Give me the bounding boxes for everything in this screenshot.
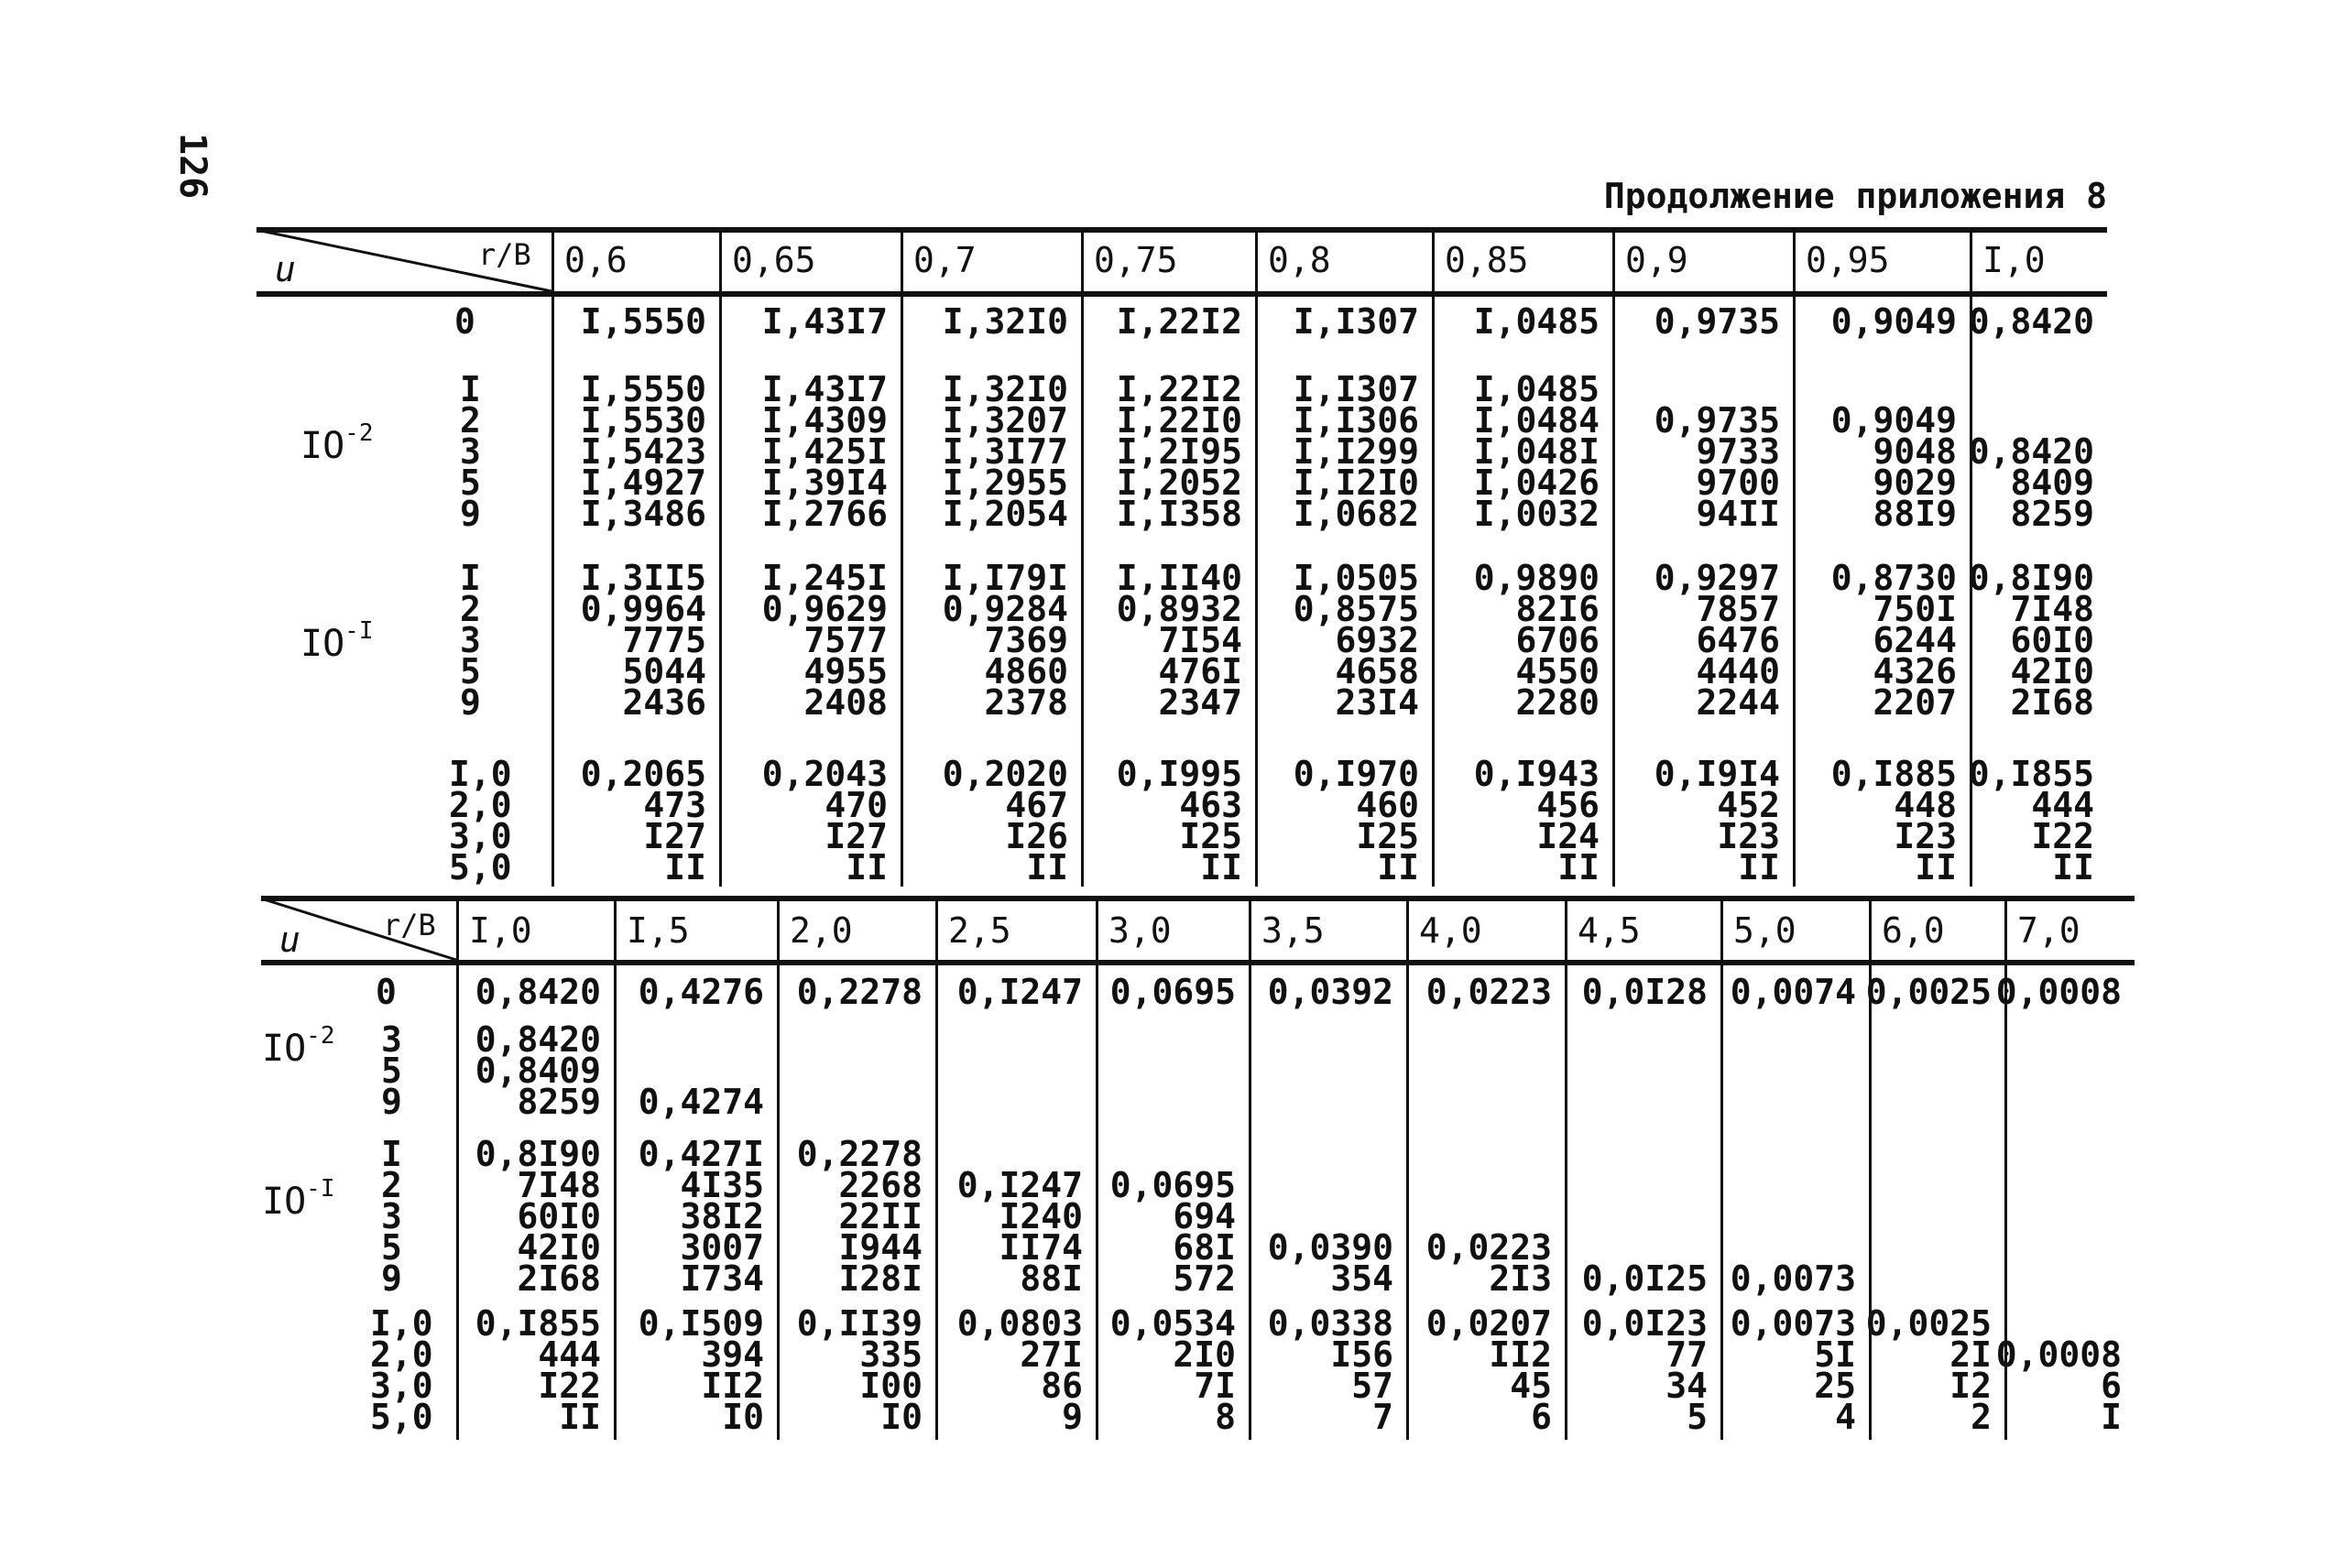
table-cell: 0,8420 <box>1968 301 2094 342</box>
table-cell: 9048 <box>1873 431 1957 472</box>
table-cell: I,048I <box>1473 431 1600 472</box>
table-cell: I,0032 <box>1473 494 1600 534</box>
table-cell: I,22I2 <box>1116 301 1242 342</box>
table-cell: I,0485 <box>1473 301 1600 342</box>
table-cell: 0,2043 <box>761 754 888 794</box>
table-cell: I23 <box>1894 816 1957 856</box>
table-cell: 354 <box>1330 1258 1393 1299</box>
row-label: I,0 <box>449 754 512 794</box>
table-cell: 0,0073 <box>1730 1258 1856 1299</box>
table-cell: 4440 <box>1696 651 1780 691</box>
table-cell: 0,8420 <box>475 1019 601 1060</box>
row-label: 5 <box>381 1227 402 1268</box>
table-cell: 2I68 <box>517 1258 601 1299</box>
table-cell: 2 <box>1971 1397 1992 1437</box>
corner-row-label: u <box>275 249 296 289</box>
row-label: 5 <box>460 651 481 691</box>
table-cell: I,II40 <box>1116 558 1242 598</box>
table-cell: I,5550 <box>580 301 706 342</box>
row-label: 5,0 <box>449 847 512 887</box>
table-cell: II <box>1026 847 1068 887</box>
table-cell: 68I <box>1173 1227 1236 1268</box>
column-header: 3,5 <box>1261 910 1325 951</box>
table-cell: 444 <box>2031 785 2094 825</box>
table-cell: I,5530 <box>580 400 706 441</box>
row-label: 9 <box>381 1258 402 1299</box>
table-cell: 3007 <box>680 1227 764 1268</box>
table-cell: I24 <box>1536 816 1600 856</box>
row-label: 2,0 <box>370 1334 433 1375</box>
table-cell: 0,I885 <box>1830 754 1957 794</box>
table-cell: I240 <box>999 1196 1083 1236</box>
table-cell: 0,2065 <box>580 754 706 794</box>
table-cell: 0,9735 <box>1654 301 1780 342</box>
table-cell: 82I6 <box>1515 589 1600 629</box>
table-cell: 0,8409 <box>475 1051 601 1091</box>
table-cell: 335 <box>859 1334 923 1375</box>
table-cell: 2347 <box>1158 682 1242 723</box>
table-cell: 0,8420 <box>1968 431 2094 472</box>
table-cell: 4860 <box>984 651 1068 691</box>
group-base: IO <box>300 623 345 665</box>
table-cell: 9 <box>1062 1397 1083 1437</box>
table-cell: 2I68 <box>2010 682 2094 723</box>
table-cell: 0,0008 <box>1995 1334 2122 1375</box>
table-cell: 9700 <box>1696 463 1780 503</box>
table-cell: 0,0207 <box>1425 1303 1552 1344</box>
table-cell: 2I3 <box>1489 1258 1552 1299</box>
table-cell: I,0484 <box>1473 400 1600 441</box>
table-cell: 0,0I23 <box>1581 1303 1708 1344</box>
table-cell: II <box>664 847 706 887</box>
table-cell: 94II <box>1696 494 1780 534</box>
table-cell: 0,0223 <box>1425 972 1552 1012</box>
table-cell: 2I <box>1949 1334 1992 1375</box>
table-cell: 463 <box>1179 785 1242 825</box>
table-cell: 0,0390 <box>1267 1227 1393 1268</box>
table-cell: I,425I <box>761 431 888 472</box>
table-cell: I00 <box>859 1366 923 1406</box>
table-cell: 9029 <box>1873 463 1957 503</box>
table-cell: 4I35 <box>680 1165 764 1205</box>
row-label: 0 <box>376 972 397 1012</box>
table-cell: II <box>1377 847 1419 887</box>
table-cell: 4 <box>1835 1397 1856 1437</box>
table-cell: 0,I247 <box>956 972 1083 1012</box>
table-cell: 42I0 <box>2010 651 2094 691</box>
table-cell: 460 <box>1356 785 1419 825</box>
table-cell: 750I <box>1873 589 1957 629</box>
table-cell: II <box>559 1397 601 1437</box>
table-cell: 0,0074 <box>1730 972 1856 1012</box>
table-cell: 45 <box>1510 1366 1552 1406</box>
table-cell: 572 <box>1173 1258 1236 1299</box>
table-cell: I,4309 <box>761 400 888 441</box>
table-cell: 2378 <box>984 682 1068 723</box>
row-label: 2,0 <box>449 785 512 825</box>
table-cell: 38I2 <box>680 1196 764 1236</box>
table-cell: 6476 <box>1696 620 1780 660</box>
table-cell: I,2054 <box>942 494 1068 534</box>
table-cell: 8259 <box>517 1082 601 1122</box>
table-cell: 7775 <box>622 620 706 660</box>
table-cell: II <box>1915 847 1957 887</box>
group-exponent: -I <box>344 617 374 645</box>
table-cell: 77 <box>1665 1334 1708 1375</box>
table-cell: 7369 <box>984 620 1068 660</box>
row-label: I,0 <box>370 1303 433 1344</box>
group-label <box>262 1022 335 1070</box>
table-cell: 6 <box>1531 1397 1552 1437</box>
row-label: 2 <box>460 589 481 629</box>
table-cell: I,5550 <box>580 369 706 409</box>
table-cell: 0,4274 <box>638 1082 764 1122</box>
table-cell: 8 <box>1215 1397 1236 1437</box>
table-cell: 2280 <box>1515 682 1600 723</box>
table-cell: 0,II39 <box>796 1303 923 1344</box>
corner-col-label: r/B <box>478 237 531 272</box>
table-cell: 0,0803 <box>956 1303 1083 1344</box>
table-cell: 0,0223 <box>1425 1227 1552 1268</box>
table-cell: 88I9 <box>1873 494 1957 534</box>
table-cell: 7I <box>1194 1366 1236 1406</box>
table-cell: I25 <box>1356 816 1419 856</box>
table-cell: I,0505 <box>1293 558 1419 598</box>
group-label <box>262 1175 335 1223</box>
group-exponent: -I <box>306 1175 335 1203</box>
column-header: 3,0 <box>1108 910 1172 951</box>
table-cell: I,245I <box>761 558 888 598</box>
table-cell: I26 <box>1005 816 1068 856</box>
column-header: 2,0 <box>790 910 853 951</box>
column-header: I,0 <box>469 910 532 951</box>
table-cell: 0,0073 <box>1730 1303 1856 1344</box>
table-cell: I22 <box>2031 816 2094 856</box>
table-cell: I,32I0 <box>942 301 1068 342</box>
table-cell: 57 <box>1351 1366 1393 1406</box>
table-cell: 0,8420 <box>475 972 601 1012</box>
column-header: I,5 <box>627 910 690 951</box>
table-cell: 467 <box>1005 785 1068 825</box>
table-cell: 27I <box>1020 1334 1083 1375</box>
table-cell: 0,8I90 <box>1968 558 2094 598</box>
table-cell: 0,I995 <box>1116 754 1242 794</box>
table-cell: I,43I7 <box>761 301 888 342</box>
table-cell: 22II <box>838 1196 923 1236</box>
column-header: 2,5 <box>948 910 1011 951</box>
table-cell: I,39I4 <box>761 463 888 503</box>
row-label: 3 <box>381 1196 402 1236</box>
column-header: 0,7 <box>913 240 977 280</box>
table-cell: 0,9890 <box>1473 558 1600 598</box>
table-cell: 452 <box>1717 785 1780 825</box>
row-label: I <box>381 1134 402 1174</box>
row-label: I <box>460 558 481 598</box>
column-header: I,0 <box>1982 240 2046 280</box>
table-cell: I944 <box>838 1227 923 1268</box>
table-cell: 7857 <box>1696 589 1780 629</box>
table-cell: 6244 <box>1873 620 1957 660</box>
group-exponent: -2 <box>306 1022 335 1050</box>
column-header: 6,0 <box>1882 910 1945 951</box>
table-cell: 0,2020 <box>942 754 1068 794</box>
table-cell: I0 <box>722 1397 764 1437</box>
table-cell: I0 <box>880 1397 923 1437</box>
table-cell: 0,0I25 <box>1581 1258 1708 1299</box>
table-cell: 0,2278 <box>796 972 923 1012</box>
group-base: IO <box>300 425 345 467</box>
table-cell: I,I307 <box>1293 301 1419 342</box>
table-cell: 25 <box>1814 1366 1856 1406</box>
table-cell: 0,8932 <box>1116 589 1242 629</box>
table-cell: II74 <box>999 1227 1083 1268</box>
table-cell: 394 <box>701 1334 764 1375</box>
table-cell: I,32I0 <box>942 369 1068 409</box>
column-header: 0,95 <box>1806 240 1890 280</box>
table-cell: 2408 <box>803 682 888 723</box>
table-cell: 0,8575 <box>1293 589 1419 629</box>
column-header: 0,65 <box>732 240 816 280</box>
table-cell: 0,8I90 <box>475 1134 601 1174</box>
table-cell: 4326 <box>1873 651 1957 691</box>
table-cell: 473 <box>643 785 706 825</box>
table-cell: I734 <box>680 1258 764 1299</box>
table-cell: I,I307 <box>1293 369 1419 409</box>
row-label: 5,0 <box>370 1397 433 1437</box>
table-cell: 0,9284 <box>942 589 1068 629</box>
table-cell: 2I0 <box>1173 1334 1236 1375</box>
table-cell: I,I358 <box>1116 494 1242 534</box>
row-label: 5 <box>460 463 481 503</box>
row-label: 2 <box>381 1165 402 1205</box>
table-cell: I,2I95 <box>1116 431 1242 472</box>
table-cell: 470 <box>824 785 888 825</box>
table-cell: I,0682 <box>1293 494 1419 534</box>
table-cell: 0,I9I4 <box>1654 754 1780 794</box>
column-header: 4,0 <box>1419 910 1482 951</box>
table-cell: 0,9629 <box>761 589 888 629</box>
table-cell: 0,0I28 <box>1581 972 1708 1012</box>
corner-col-label: r/B <box>383 908 436 942</box>
column-header: 0,9 <box>1625 240 1688 280</box>
table-cell: I2 <box>1949 1366 1992 1406</box>
table-cell: 7I54 <box>1158 620 1242 660</box>
table-cell: II <box>846 847 888 887</box>
column-header: 0,8 <box>1268 240 1331 280</box>
table-cell: I,I299 <box>1293 431 1419 472</box>
row-label: 2 <box>460 400 481 441</box>
table-cell: I,I79I <box>942 558 1068 598</box>
group-base: IO <box>262 1028 307 1070</box>
table-cell: 34 <box>1665 1366 1708 1406</box>
column-header: 0,85 <box>1445 240 1529 280</box>
table-cell: I23 <box>1717 816 1780 856</box>
table-cell: 7 <box>1372 1397 1393 1437</box>
table-cell: 5044 <box>622 651 706 691</box>
row-label: 3 <box>460 431 481 472</box>
table-cell: 0,8730 <box>1830 558 1957 598</box>
page-number: 126 <box>171 133 213 200</box>
table-cell: I,43I7 <box>761 369 888 409</box>
table-cell: I,I306 <box>1293 400 1419 441</box>
table-cell: 8259 <box>2010 494 2094 534</box>
group-base: IO <box>262 1181 307 1223</box>
table-cell: I,2955 <box>942 463 1068 503</box>
table-cell: I22 <box>538 1366 601 1406</box>
table-cell: 456 <box>1536 785 1600 825</box>
table-cell: I,22I0 <box>1116 400 1242 441</box>
table-cell: 0,9049 <box>1830 301 1957 342</box>
table-cell: II <box>1738 847 1780 887</box>
table-cell: 0,I509 <box>638 1303 764 1344</box>
row-label: 3,0 <box>370 1366 433 1406</box>
table-cell: 448 <box>1894 785 1957 825</box>
table-cell: 23I4 <box>1335 682 1419 723</box>
table-cell: I,22I2 <box>1116 369 1242 409</box>
table-cell: 0,I855 <box>1968 754 2094 794</box>
table-cell: 9733 <box>1696 431 1780 472</box>
table-cell: 7577 <box>803 620 888 660</box>
table-cell: I,3II5 <box>580 558 706 598</box>
table-cell: 60I0 <box>517 1196 601 1236</box>
row-label: 3 <box>381 1019 402 1060</box>
table-cell: 0,0392 <box>1267 972 1393 1012</box>
column-header: 7,0 <box>2017 910 2080 951</box>
table-cell: I,2052 <box>1116 463 1242 503</box>
table-cell: I56 <box>1330 1334 1393 1375</box>
table-cell: 8409 <box>2010 463 2094 503</box>
table-cell: 0,I943 <box>1473 754 1600 794</box>
table-cell: II <box>1200 847 1242 887</box>
row-label: I <box>460 369 481 409</box>
column-header: 0,6 <box>564 240 628 280</box>
row-label: 0 <box>454 301 475 342</box>
column-header: 0,75 <box>1094 240 1178 280</box>
row-label: 9 <box>460 682 481 723</box>
table-cell: I25 <box>1179 816 1242 856</box>
table-cell: 6706 <box>1515 620 1600 660</box>
table-cell: 4955 <box>803 651 888 691</box>
table-cell: II <box>2052 847 2094 887</box>
table-cell: II2 <box>701 1366 764 1406</box>
table-cell: I,2766 <box>761 494 888 534</box>
row-label: 5 <box>381 1051 402 1091</box>
table-cell: 694 <box>1173 1196 1236 1236</box>
column-header: 4,5 <box>1578 910 1641 951</box>
table-cell: 0,0338 <box>1267 1303 1393 1344</box>
table-cell: II <box>1557 847 1600 887</box>
table-cell: 0,2278 <box>796 1134 923 1174</box>
table-cell: 0,9297 <box>1654 558 1780 598</box>
table-cell: 0,0025 <box>1865 1303 1992 1344</box>
table-cell: 0,0025 <box>1865 972 1992 1012</box>
table-cell: 0,0008 <box>1995 972 2122 1012</box>
table-cell: I28I <box>838 1258 923 1299</box>
table-cell: 60I0 <box>2010 620 2094 660</box>
row-label: 9 <box>460 494 481 534</box>
table-cell: 0,0534 <box>1109 1303 1236 1344</box>
table-cell: 7I48 <box>2010 589 2094 629</box>
table-cell: 476I <box>1158 651 1242 691</box>
table-cell: 0,9049 <box>1830 400 1957 441</box>
table-cell: 6932 <box>1335 620 1419 660</box>
row-label: 9 <box>381 1082 402 1122</box>
table-caption: Продолжение приложения 8 <box>1603 176 2107 216</box>
table-cell: 86 <box>1041 1366 1083 1406</box>
table-cell: 4658 <box>1335 651 1419 691</box>
group-exponent: -2 <box>344 419 374 447</box>
column-header: 5,0 <box>1733 910 1796 951</box>
table-cell: I,3I77 <box>942 431 1068 472</box>
row-label: 3,0 <box>449 816 512 856</box>
table-cell: 0,9964 <box>580 589 706 629</box>
table-cell: 2244 <box>1696 682 1780 723</box>
table-cell: I,5423 <box>580 431 706 472</box>
table-cell: 0,I970 <box>1293 754 1419 794</box>
table-cell: I,3486 <box>580 494 706 534</box>
table-cell: 42I0 <box>517 1227 601 1268</box>
table-cell: 444 <box>538 1334 601 1375</box>
table-cell: 0,9735 <box>1654 400 1780 441</box>
table-cell: 4550 <box>1515 651 1600 691</box>
table-cell: 0,I247 <box>956 1165 1083 1205</box>
table-cell: I,I2I0 <box>1293 463 1419 503</box>
table-cell: I <box>2101 1397 2122 1437</box>
table-cell: I,3207 <box>942 400 1068 441</box>
table-cell: 2436 <box>622 682 706 723</box>
table-cell: 0,4276 <box>638 972 764 1012</box>
table-cell: 6 <box>2101 1366 2122 1406</box>
table-cell: 88I <box>1020 1258 1083 1299</box>
table-cell: 5 <box>1687 1397 1708 1437</box>
row-label: 3 <box>460 620 481 660</box>
table-cell: 0,0695 <box>1109 1165 1236 1205</box>
table-cell: 0,0695 <box>1109 972 1236 1012</box>
table-cell: I,0485 <box>1473 369 1600 409</box>
table-cell: 0,427I <box>638 1134 764 1174</box>
table-cell: 7I48 <box>517 1165 601 1205</box>
table-cell: I27 <box>643 816 706 856</box>
corner-row-label: u <box>279 920 300 960</box>
table-cell: 0,I855 <box>475 1303 601 1344</box>
table-cell: I,0426 <box>1473 463 1600 503</box>
table-cell: I27 <box>824 816 888 856</box>
table-cell: I,4927 <box>580 463 706 503</box>
table-cell: 5I <box>1814 1334 1856 1375</box>
table-cell: 2268 <box>838 1165 923 1205</box>
table-cell: 2207 <box>1873 682 1957 723</box>
table-cell: II2 <box>1489 1334 1552 1375</box>
